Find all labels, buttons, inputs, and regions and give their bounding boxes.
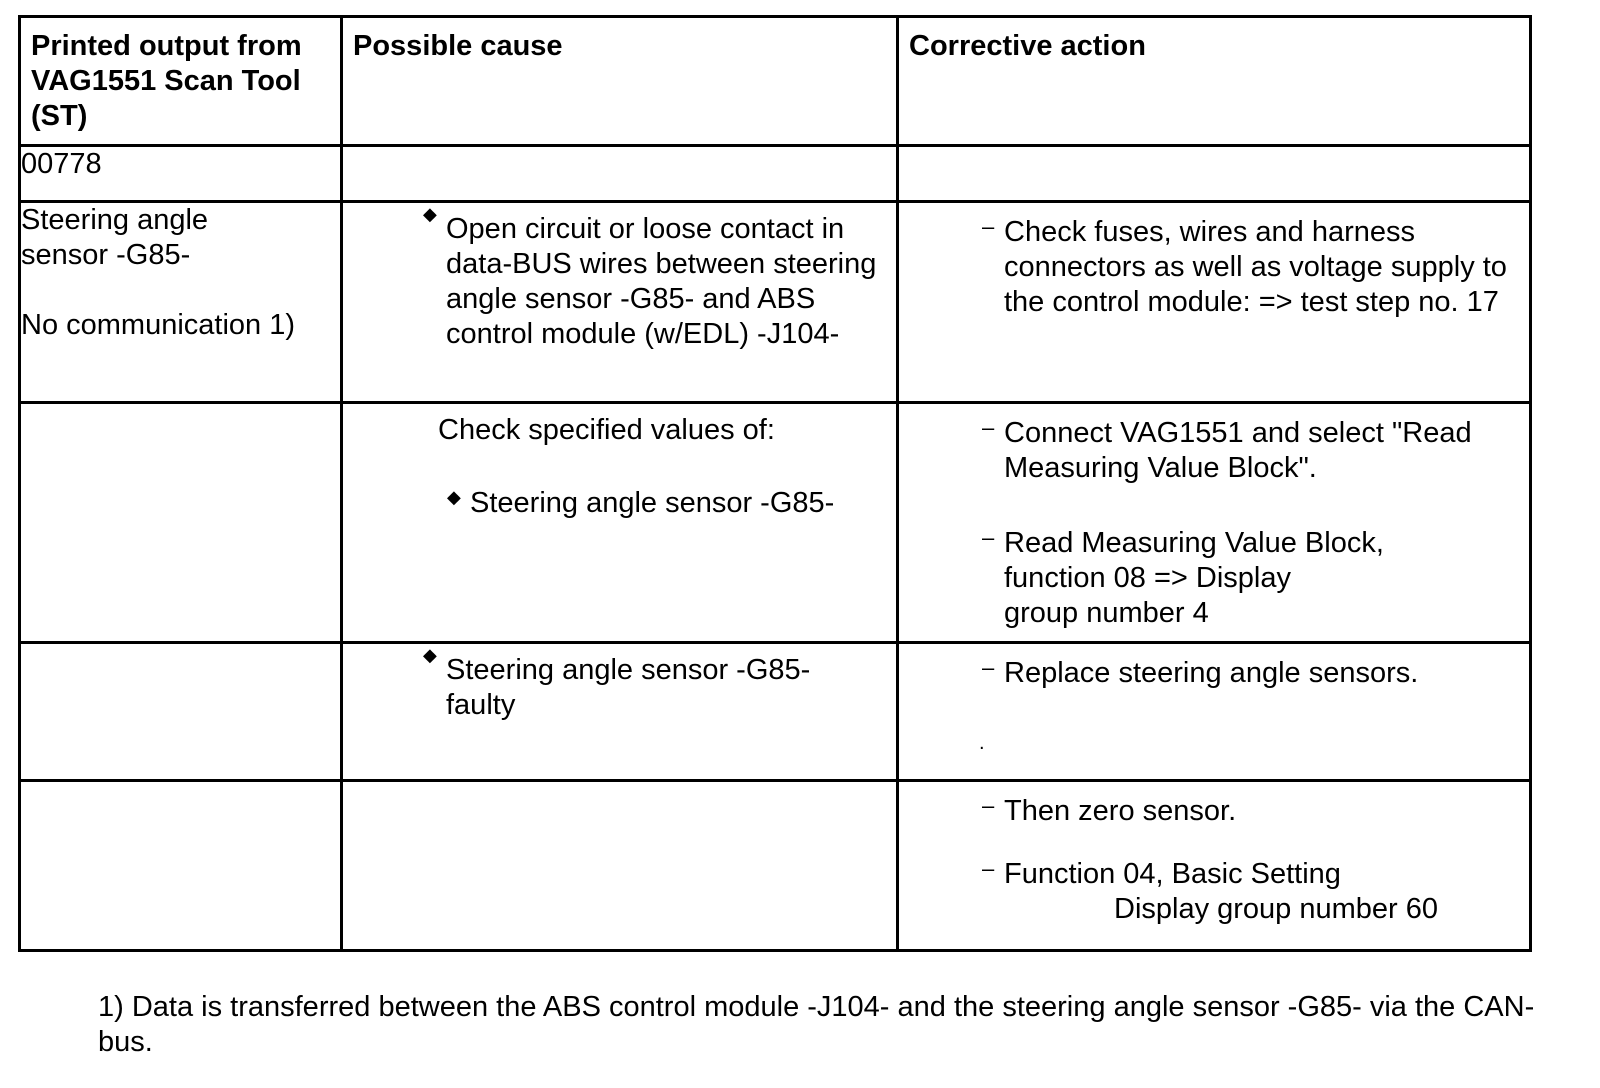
cause-intro: Check specified values of: [438, 414, 775, 446]
dash-icon: – [982, 525, 995, 550]
corrective-action-cell [898, 781, 1531, 951]
action-text: Check fuses, wires and harness connectors as well as voltage supply to the control module: => test step no. 17 [1004, 216, 1507, 318]
action-text-line: Read Measuring Value Block, [1004, 527, 1384, 559]
empty-cell [20, 403, 342, 643]
stray-mark: . [979, 732, 985, 754]
empty-cell [20, 781, 342, 951]
action-item [982, 655, 1529, 691]
action-text-line: function 08 => Display [1004, 562, 1291, 594]
empty-cell [342, 146, 898, 202]
header-corrective-action: Corrective action [898, 17, 1531, 146]
action-item [982, 525, 1529, 631]
dash-icon: – [982, 214, 995, 239]
bullet-icon: ◆ [423, 645, 437, 665]
corrective-action-cell [898, 403, 1531, 643]
empty-cell [898, 146, 1531, 202]
dash-icon: – [982, 415, 995, 440]
action-text: Then zero sensor. [1004, 795, 1237, 827]
cause-text: Open circuit or loose contact in data-BUS wires between steering angle sensor -G85- and ABS control module (w/EDL) -J104- [446, 213, 877, 350]
dash-icon: – [982, 793, 995, 818]
empty-cell [342, 781, 898, 951]
cause-text-line: Steering angle sensor -G85- [446, 654, 811, 686]
cause-text: Steering angle sensor -G85- [470, 487, 835, 519]
action-item [982, 415, 1529, 486]
table-row [20, 781, 1531, 951]
empty-cell [20, 643, 342, 781]
action-text: Connect VAG1551 and select "Read Measuring Value Block". [1004, 417, 1472, 484]
header-possible-cause: Possible cause [342, 17, 898, 146]
bullet-icon: ◆ [447, 487, 461, 507]
table-row [20, 202, 1531, 403]
cause-text-line: faulty [446, 689, 516, 721]
corrective-action-cell [898, 202, 1531, 403]
possible-cause-cell [342, 202, 898, 403]
dash-icon: – [982, 856, 995, 881]
action-text-line: Display group number 60 [1114, 893, 1439, 925]
corrective-action-cell [898, 643, 1531, 781]
action-text: Replace steering angle sensors. [1004, 657, 1419, 689]
printed-output-cell [20, 202, 342, 403]
table-row [20, 403, 1531, 643]
printed-output-text: Steering angle sensor -G85- [21, 204, 209, 271]
action-item [982, 793, 1529, 829]
bullet-icon: ◆ [423, 204, 437, 224]
header-printed-output: Printed output from VAG1551 Scan Tool (ST) [20, 17, 342, 146]
action-item [982, 856, 1529, 927]
code-row [20, 146, 1531, 202]
footnote: 1) Data is transferred between the ABS control module -J104- and the steering angle sensor -G85- via the CAN-bus. [98, 991, 1535, 1058]
dash-icon: – [982, 655, 995, 680]
printed-output-status: No communication 1) [21, 309, 295, 341]
possible-cause-cell [342, 403, 898, 643]
header-row [20, 17, 1531, 146]
possible-cause-cell [342, 643, 898, 781]
table-row [20, 643, 1531, 781]
fault-code: 00778 [20, 146, 342, 202]
action-item [982, 214, 1529, 320]
action-text-line: group number 4 [1004, 597, 1209, 629]
action-text-line: Function 04, Basic Setting [1004, 858, 1341, 890]
diagnostic-table [18, 15, 1532, 952]
